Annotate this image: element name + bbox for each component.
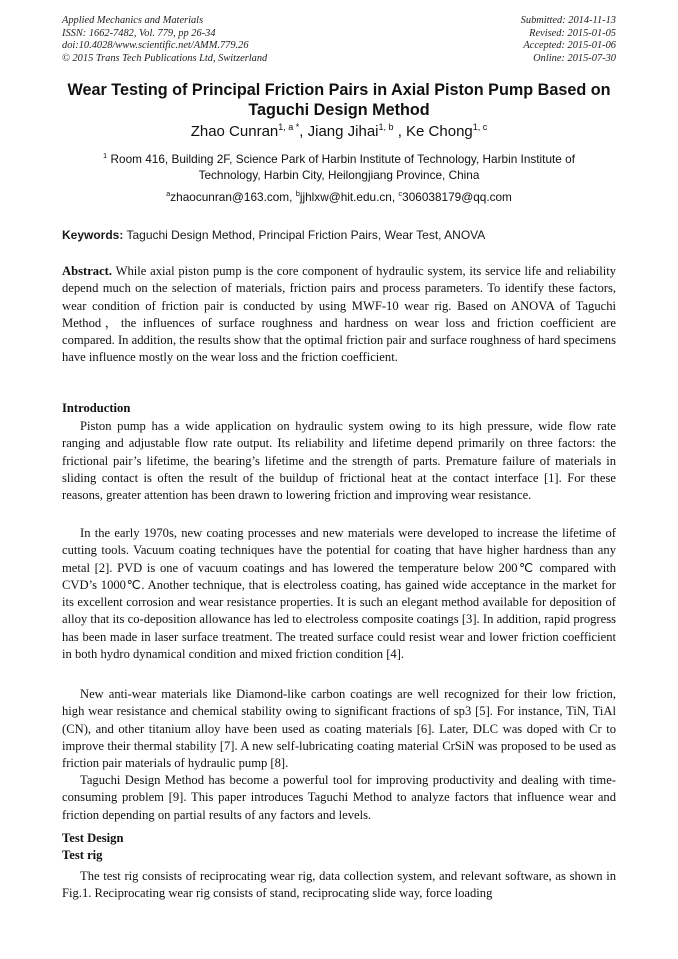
issn-line: ISSN: 1662-7482, Vol. 779, pp 26-34 — [62, 27, 216, 39]
doi-line: doi:10.4028/www.scientific.net/AMM.779.26 — [62, 40, 249, 52]
author-superscript: 1, a * — [278, 122, 300, 132]
author-separator: , — [299, 123, 308, 140]
intro-paragraph: In the early 1970s, new coating processes and new materials were developed to increase the lifetime of cutting tools. Vacuum coating techniques have the potential for coating that have higher hardness than any metal [2]. PVD is one of vacuum coatings and has lowered the temperature below 200℃ compared with CVD’s 1000℃. Another technique, that is electroless coating, has gained wide acceptance in the market for its excellent corrosion and wear resistance properties. It is such an elegant method available for deposition of alloy that its co-deposition allowance has led to electroless composite coatings [3]. In addition, rapid progress has been made in laser surface treatment. The treated surface could resist wear and lower friction coefficient in both hydro dynamical condition and mixed friction condition [4]. — [62, 526, 616, 662]
intro-paragraph: Taguchi Design Method has become a powerful tool for improving productivity and dealing with time-consuming problem [9]. This paper introduces Taguchi Method to analyze factors that influence wear and friction depending on partial results of any factors and levels. — [62, 773, 616, 822]
keywords-label: Keywords: — [62, 228, 124, 242]
paper-title — [62, 81, 616, 120]
submitted-date: Submitted: 2014-11-13 — [520, 15, 616, 26]
author-superscript: 1, c — [472, 122, 488, 132]
affiliation-line-2: Technology, Harbin City, Heilongjiang Province, China — [198, 168, 480, 183]
email-link[interactable]: zhaocunran@163.com — [170, 190, 290, 204]
abstract-text: While axial piston pump is the core component of hydraulic system, its service life and reliability depend much on the selection of materials, friction pairs and process parameters. To identify these factors, wear condition of friction pair is conducted by using MWF-10 wear rig. Based on ANOVA of Taguchi Method，the influences of surface roughness and hardness on wear loss and friction coefficient are compared. In addition, the results show that the optimal friction pair and surface roughness of hard specimens have influence mostly on the wear loss and the friction coefficient. — [62, 264, 617, 365]
affiliation-line-1: Room 416, Building 2F, Science Park of Harbin Institute of Technology, Harbin Institute of — [110, 152, 575, 166]
journal-name: Applied Mechanics and Materials — [62, 15, 204, 26]
author-separator: , — [393, 123, 407, 140]
keywords-line — [62, 228, 616, 243]
publication-info — [62, 15, 267, 65]
accepted-date: Accepted: 2015-01-06 — [523, 40, 616, 52]
online-date: Online: 2015-07-30 — [533, 52, 616, 64]
author-name: Jiang Jihai — [307, 123, 379, 140]
keywords-text: Taguchi Design Method, Principal Friction Pairs, Wear Test, ANOVA — [126, 228, 486, 242]
affiliation — [80, 151, 598, 183]
title-line-2: Taguchi Design Method — [248, 100, 430, 119]
author-list — [62, 123, 616, 141]
title-line-1: Wear Testing of Principal Friction Pairs in Axial Piston Pump Based on — [67, 81, 611, 99]
revised-date: Revised: 2015-01-05 — [529, 27, 616, 39]
test-rig-paragraph: The test rig consists of reciprocating wear rig, data collection system, and relevant software, as shown in Fig.1. Reciprocating wear rig consists of stand, reciprocating slide way, force loading — [62, 869, 616, 901]
intro-paragraph: Piston pump has a wide application on hydraulic system owing to its high pressure, wide flow rate ranging and adjustable flow rate output. Its reliability and lifetime depend primarily on three factors: the frictional pair’s lifetime, the bearing’s lifetime and the strength of parts. Premature failure of materials in sliding contact is often the result of the buildup of frictional heat at the contact interface [1]. For these reasons, greater attention has been drawn to lowering friction and improving wear resistance. — [62, 419, 616, 503]
email-superscript: c — [398, 189, 403, 198]
section-heading-introduction: Introduction — [62, 401, 131, 415]
author-superscript: 1, b — [378, 122, 394, 132]
affiliation-superscript: 1 — [103, 151, 108, 160]
email-link[interactable]: 306038179@qq.com — [402, 190, 512, 204]
author-name: Ke Chong — [406, 123, 473, 140]
email-superscript: a — [166, 189, 171, 198]
section-heading-test-design: Test Design — [62, 831, 124, 845]
copyright-line: © 2015 Trans Tech Publications Ltd, Switzerland — [62, 52, 268, 64]
email-superscript: b — [295, 189, 300, 198]
author-name: Zhao Cunran — [190, 123, 279, 140]
email-list: $^a$zhaocunran@163.com, $^b$jjhlxw@hit.edu.cn, $^c$306038179@qq.com — [166, 189, 512, 204]
abstract — [62, 263, 616, 367]
subsection-heading-test-rig: Test rig — [62, 848, 103, 862]
abstract-label: Abstract. — [62, 264, 113, 278]
history-dates — [521, 15, 616, 65]
intro-paragraph: New anti-wear materials like Diamond-like carbon coatings are well recognized for their low friction, high wear resistance and chemical stability owing to significant fractions of sp3 [5]. For instance, TiN, TiAl (CN), and other titanium alloy have been used as coating materials [6]. Later, DLC was doped with Cr to improve their thermal stability [7]. A new self-lubricating coating material CrSiN was proposed to be used as friction pair materials of hydraulic pump [8]. — [62, 687, 616, 771]
email-link[interactable]: jjhlxw@hit.edu.cn — [299, 190, 392, 204]
